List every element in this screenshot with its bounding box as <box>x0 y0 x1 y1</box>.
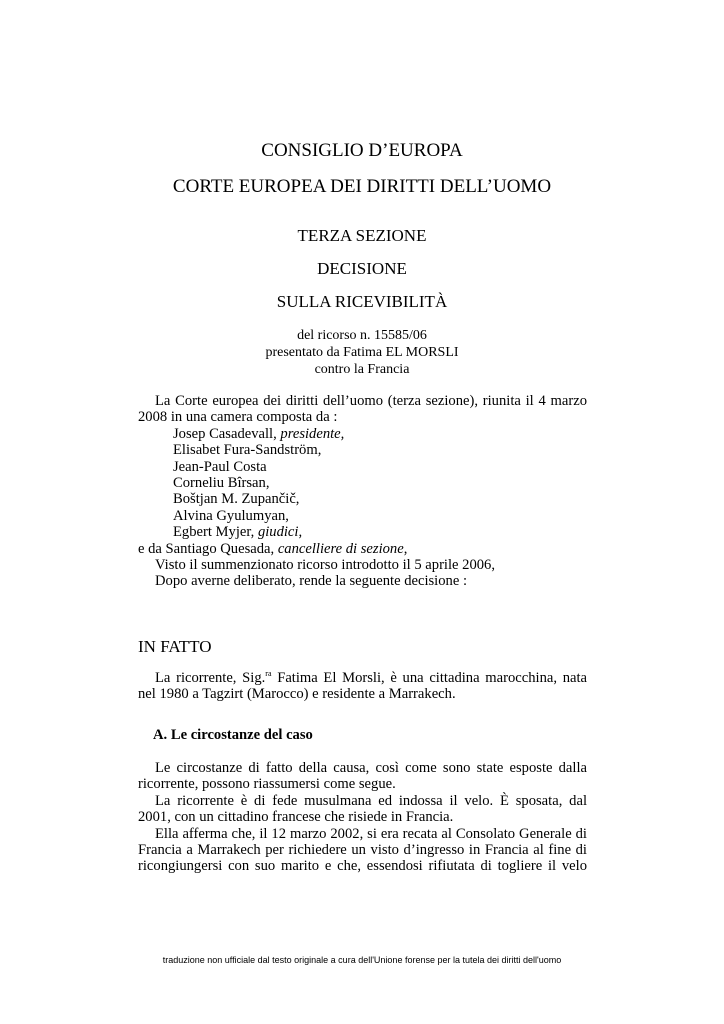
judge-line <box>138 459 587 475</box>
respondent-line: contro la Francia <box>314 362 410 377</box>
judge-name: Elisabet Fura-Sandström, <box>173 442 322 459</box>
translation-footer: traduzione non ufficiale dal testo originale a cura dell'Unione forense per la tutela dei diritti dell'uomo <box>162 955 562 965</box>
facts-heading: IN FATTO <box>138 637 212 656</box>
judge-line <box>138 524 587 540</box>
applicant-line-1 <box>138 670 587 686</box>
deliberation-line: Dopo averne deliberato, rende la seguente decisione : <box>155 573 468 590</box>
circumstances-heading: A. Le circostanze del caso <box>153 727 313 743</box>
judge-line <box>138 508 587 524</box>
court-title: CORTE EUROPEA DEI DIRITTI DELL’UOMO <box>172 176 552 197</box>
judge-line <box>138 442 587 458</box>
judge-role: giudici, <box>257 524 303 541</box>
registrar-punct: , <box>403 540 408 557</box>
judge-name: Alvina Gyulumyan, <box>173 507 289 524</box>
judge-name: Josep Casadevall, <box>173 425 281 442</box>
facts-line: Francia a Marrakech per richiedere un visto d’ingresso in Francia al fine di <box>138 842 587 859</box>
facts-line: La ricorrente è di fede musulmana ed indossa il velo. È sposata, dal <box>155 792 587 809</box>
facts-line: 2001, con un cittadino francese che risiede in Francia. <box>138 809 454 826</box>
applicant-text-b: Fatima El Morsli, è una cittadina marocchina, nata <box>271 670 587 686</box>
judge-name: Jean-Paul Costa <box>173 458 267 475</box>
facts-line: Ella afferma che, il 12 marzo 2002, si era recata al Consolato Generale di <box>155 825 587 842</box>
admissibility-title: SULLA RICEVIBILITÀ <box>276 292 448 311</box>
applicant-paragraph <box>138 670 587 703</box>
section-title: TERZA SEZIONE <box>297 226 427 245</box>
facts-paragraphs <box>138 760 587 875</box>
applicant-text-a: La ricorrente, Sig. <box>155 670 266 686</box>
judge-line <box>138 491 587 507</box>
decision-title: DECISIONE <box>317 259 407 278</box>
registrar-line <box>138 541 587 557</box>
judge-name: Corneliu Bîrsan, <box>173 475 270 492</box>
facts-line: ricongiungersi con suo marito e che, essendosi rifiutata di togliere il velo <box>138 858 587 875</box>
title-superscript: ra <box>265 669 272 679</box>
judge-line <box>138 475 587 491</box>
applicant-line: presentato da Fatima EL MORSLI <box>265 345 459 360</box>
registrar-role: cancelliere di sezione <box>277 540 404 557</box>
intro-line-2: 2008 in una camera composta da : <box>138 409 338 426</box>
registrar-name: e da Santiago Quesada, <box>138 540 278 557</box>
application-number: del ricorso n. 15585/06 <box>297 328 427 343</box>
visto-line: Visto il summenzionato ricorso introdotto il 5 aprile 2006, <box>155 557 496 574</box>
council-title: CONSIGLIO D’EUROPA <box>261 140 463 161</box>
applicant-line-2: nel 1980 a Tagzirt (Marocco) e residente a Marrakech. <box>138 686 456 703</box>
judge-role: presidente, <box>280 425 345 442</box>
intro-line-1: La Corte europea dei diritti dell’uomo (terza sezione), riunita il 4 marzo <box>155 393 587 409</box>
judge-line <box>138 426 587 442</box>
judge-name: Boštjan M. Zupančič, <box>173 491 300 508</box>
composition-paragraph <box>138 393 587 590</box>
judge-name: Egbert Myjer, <box>173 524 258 541</box>
facts-line: Le circostanze di fatto della causa, così come sono state esposte dalla <box>155 760 587 776</box>
facts-line: ricorrente, possono riassumersi come segue. <box>138 776 396 793</box>
